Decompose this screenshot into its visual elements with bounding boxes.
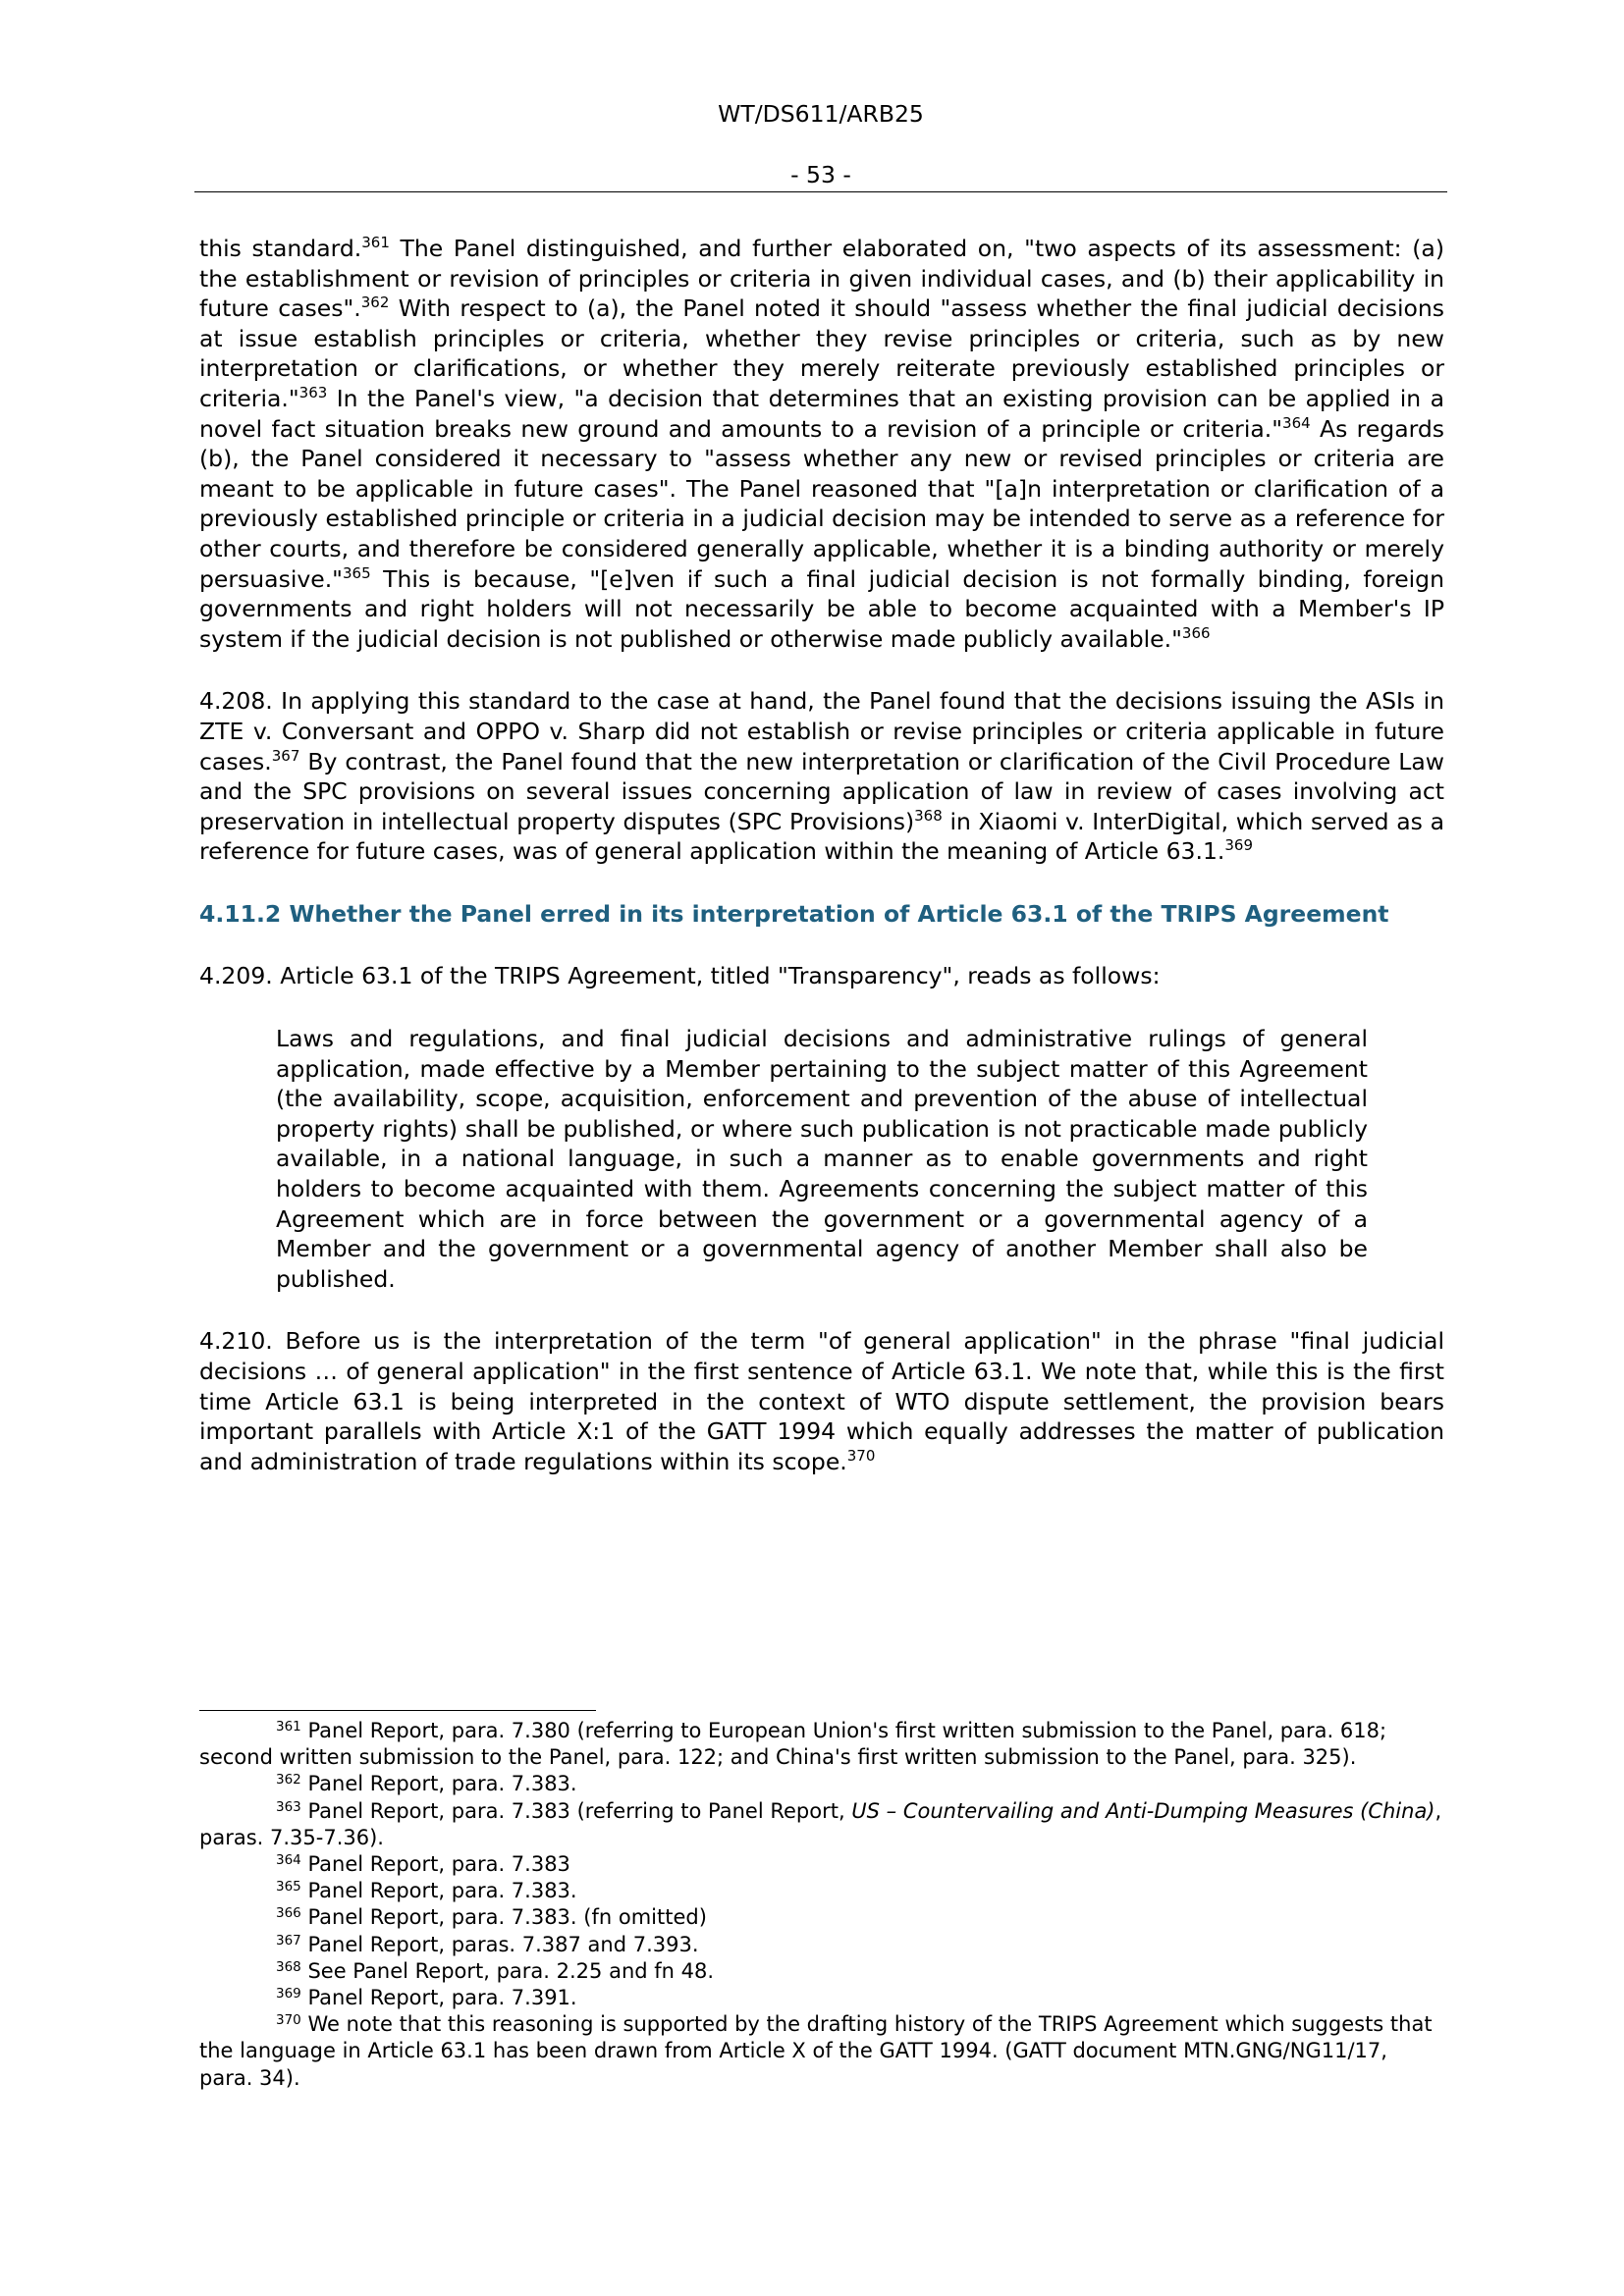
text-run: See Panel Report, para. 2.25 and fn 48. [300, 1958, 715, 1983]
text-run: As regards (b), the Panel considered it necessary to "assess whether any new or revised principles or criteria are meant to be applicable in future cases". The Panel reasoned that "[a]n interpretation or clarification of a previously established principle or criteria in a judicial decision may be intended to serve as a reference for other courts, and therefore be considered generally applicable, whether it is a binding authority or merely persuasive." [199, 414, 1444, 593]
footnote-ref: 368 [914, 806, 943, 825]
text-run: in Xiaomi v. InterDigital, which served as a reference for future cases, was of general application within the meaning of Article 63.1. [199, 807, 1444, 866]
footnote-ref: 362 [276, 1772, 301, 1789]
footnote-ref: 366 [1181, 623, 1211, 642]
text-run: Panel Report, para. 7.383 (referring to Panel Report, [300, 1798, 852, 1823]
footnote-ref: 369 [276, 1986, 301, 2002]
text-run: 4.210. Before us is the interpretation of the term "of general application" in the phrase "final judicial decisions … of general application" in the first sentence of Article 63.1. We note that, while this is the first time Article 63.1 is being interpreted in the context of WTO dispute settlement, the provision bears important parallels with Article X:1 of the GATT 1994 which equally addresses the matter of publication and administration of trade regulations within its scope. [199, 1327, 1444, 1475]
footnote-ref: 361 [361, 234, 390, 251]
text-run: Laws and regulations, and final judicial decisions and administrative rulings of general application, made effective by a Member pertaining to the subject matter of this Agreement (the availability, scope, acquisition, enforcement and prevention of the abuse of intellectual property rights) shall be published, or where such publication is not practicable made publicly available, in a national language, in such a manner as to enable governments and right holders to become acquainted with them. Agreements concerning the subject matter of this Agreement which are in force between the government or a governmental agency of a Member and the government or a governmental agency of another Member shall also be published. [276, 1025, 1368, 1293]
footnote [199, 1878, 1444, 1904]
header-rule [194, 191, 1447, 192]
section-heading: 4.11.2 Whether the Panel erred in its interpretation of Article 63.1 of the TRIPS Agreement [199, 899, 1389, 928]
text-run: By contrast, the Panel found that the new interpretation or clarification of the Civil Procedure Law and the SPC provisions on several issues concerning application of law in review of cases involving act preservation in intellectual property disputes (SPC Provisions) [199, 747, 1444, 835]
text-run: With respect to (a), the Panel noted it should "assess whether the final judicial decisions at issue establish principles or criteria, whether they revise principles or criteria, such as by new interpretation or clarifications, or whether they merely reiterate previously established principles or criteria." [199, 294, 1444, 412]
text-run: this standard. [199, 235, 362, 262]
footnote-ref: 367 [276, 1932, 301, 1949]
text-run: We note that this reasoning is supported by the drafting history of the TRIPS Agreement which suggests that the language in Article 63.1 has been drawn from Article X of the GATT 1994. (GATT document MTN.GNG/NG11/17, para. 34). [199, 2012, 1433, 2090]
footnote-ref: 365 [276, 1879, 301, 1896]
paragraph-continuation [199, 234, 1444, 654]
text-run: Panel Report, para. 7.383. [300, 1772, 577, 1796]
footnote-ref: 366 [276, 1905, 301, 1922]
text-run: Panel Report, para. 7.380 (referring to European Union's first written submission to the Panel, para. 618; second written submission to the Panel, para. 122; and China's first written submission to the Panel, para. 325). [199, 1719, 1387, 1770]
footnote-separator [199, 1710, 596, 1711]
text-run: Panel Report, paras. 7.387 and 7.393. [300, 1932, 699, 1956]
footnote-ref: 370 [276, 2012, 301, 2029]
paragraph-4-208 [199, 686, 1444, 867]
text-run: 4.208. In applying this standard to the case at hand, the Panel found that the decisions issuing the ASIs in ZTE v. Conversant and OPPO v. Sharp did not establish or revise principles or criteria applicable in future cases. [199, 687, 1444, 775]
footnote [199, 1932, 1444, 1958]
text-run: In the Panel's view, "a decision that determines that an existing provision can be applied in a novel fact situation breaks new ground and amounts to a revision of a principle or criteria." [199, 384, 1444, 443]
footnote [199, 1771, 1444, 1797]
text-run: The Panel distinguished, and further elaborated on, "two aspects of its assessment: (a) the establishment or revision of principles or criteria in given individual cases, and (b) their applicability in future cases". [199, 235, 1444, 323]
footnote-ref: 363 [276, 1798, 301, 1815]
text-run: Panel Report, para. 7.391. [300, 1986, 577, 2010]
footnote-ref: 363 [298, 383, 328, 401]
text-run: 4.209. Article 63.1 of the TRIPS Agreement, titled "Transparency", reads as follows: [199, 962, 1161, 990]
document-symbol: WT/DS611/ARB25 [718, 100, 924, 128]
paragraph-4-209 [199, 961, 1444, 991]
footnote [199, 1798, 1444, 1851]
italic-text: US – Countervailing and Anti-Dumping Measures (China) [851, 1798, 1435, 1823]
page-number: - 53 - [790, 161, 851, 188]
footnote-ref: 368 [276, 1958, 301, 1975]
footnote-ref: 361 [276, 1719, 301, 1735]
text-run: Panel Report, para. 7.383 [300, 1852, 570, 1877]
body-text [199, 234, 1444, 1476]
footnotes [199, 1718, 1444, 2092]
footnote-ref: 367 [271, 746, 300, 765]
footnote-ref: 364 [1282, 413, 1311, 432]
footnote-ref: 365 [343, 563, 371, 582]
footnote [199, 1958, 1444, 1985]
footnote-ref: 369 [1224, 836, 1254, 855]
footnote [199, 2011, 1444, 2092]
text-run: Panel Report, para. 7.383. (fn omitted) [300, 1905, 707, 1930]
block-quote [276, 1024, 1368, 1294]
footnote [199, 1985, 1444, 2011]
paragraph-4-210 [199, 1326, 1444, 1476]
footnote [199, 1718, 1444, 1771]
footnote-ref: 362 [360, 294, 390, 312]
footnote [199, 1904, 1444, 1931]
footnote [199, 1851, 1444, 1878]
text-run: This is because, "[e]ven if such a final judicial decision is not formally binding, foreign governments and right holders will not necessarily be able to become acquainted with a Member's IP system if the judicial decision is not published or otherwise made publicly available." [199, 564, 1444, 653]
footnote-ref: 370 [846, 1446, 876, 1465]
text-run: Panel Report, para. 7.383. [300, 1879, 577, 1903]
text-run: , paras. 7.35-7.36). [199, 1798, 1442, 1849]
footnote-ref: 364 [276, 1852, 301, 1869]
